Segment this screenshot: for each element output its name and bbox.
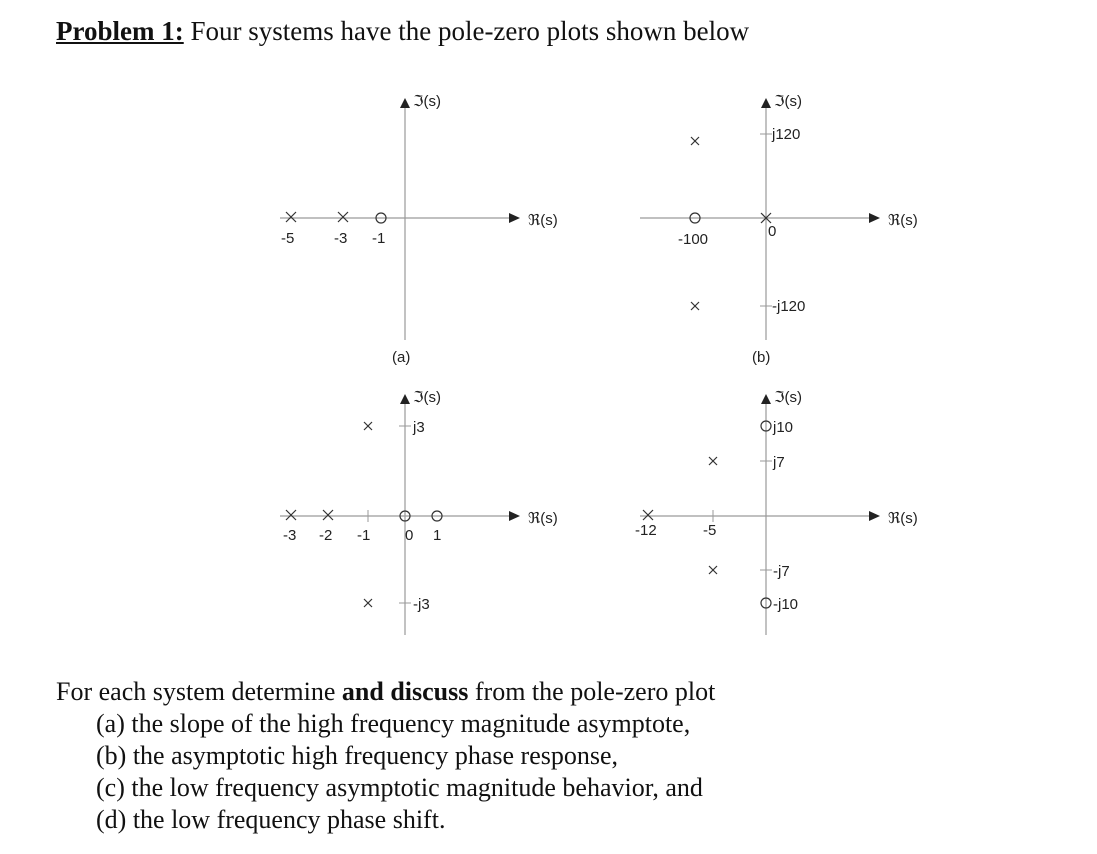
plot-b-real-label: ℜ(s)	[888, 212, 918, 229]
plot-b-imag-label: ℑ(s)	[774, 93, 802, 110]
problem-statement: Four systems have the pole-zero plots shown below	[183, 16, 750, 46]
plot-d-real-arrow-icon	[869, 511, 880, 521]
tick-label: -j120	[772, 298, 806, 315]
plot-c-real-label: ℜ(s)	[528, 510, 558, 527]
plot-b-caption: (b)	[752, 349, 771, 366]
pole-marker	[691, 302, 699, 310]
pole-marker	[364, 422, 372, 430]
pole-marker	[691, 137, 699, 145]
plot-d-real-label: ℜ(s)	[888, 510, 918, 527]
tick-label: -3	[283, 527, 297, 544]
intro-text: For each system determine	[56, 677, 342, 706]
problem-label: Problem 1:	[56, 16, 184, 46]
tick-label: -12	[635, 522, 657, 539]
pole-marker	[643, 510, 653, 520]
tick-label: -1	[372, 230, 386, 247]
list-item: (a) the slope of the high frequency magnitude asymptote,	[96, 709, 691, 738]
tick-label: j10	[773, 419, 794, 436]
pole-marker	[338, 212, 348, 222]
plot-d-imag-arrow-icon	[761, 394, 771, 404]
tick-label: -j3	[413, 596, 430, 613]
plot-b	[640, 93, 918, 366]
plot-c-real-arrow-icon	[509, 511, 520, 521]
tick-label: -j10	[773, 596, 799, 613]
tick-label: 0	[405, 527, 414, 544]
list-item: (d) the low frequency phase shift.	[96, 805, 446, 834]
list-item: (c) the low frequency asymptotic magnitude behavior, and	[96, 773, 703, 802]
tick-label: j3	[413, 419, 425, 436]
plot-c	[280, 389, 558, 635]
intro-text-end: from the pole-zero plot	[468, 677, 716, 706]
plot-c-imag-arrow-icon	[400, 394, 410, 404]
plot-a-caption: (a)	[392, 349, 411, 366]
plot-a-imag-arrow-icon	[400, 98, 410, 108]
tick-label: -1	[357, 527, 371, 544]
instructions-intro	[56, 676, 715, 708]
plot-d	[635, 389, 918, 635]
tick-label: -3	[334, 230, 348, 247]
tick-label: 0	[768, 223, 777, 240]
pole-marker	[709, 457, 717, 465]
pole-marker	[286, 510, 296, 520]
tick-label: j120	[772, 126, 801, 143]
plot-c-imag-label: ℑ(s)	[413, 389, 441, 406]
pole-marker	[709, 566, 717, 574]
tick-label: -100	[678, 231, 709, 248]
plot-b-imag-arrow-icon	[761, 98, 771, 108]
plot-d-imag-label: ℑ(s)	[774, 389, 802, 406]
plot-a-real-arrow-icon	[509, 213, 520, 223]
tick-label: -5	[281, 230, 295, 247]
problem-instructions	[56, 676, 715, 836]
pole-marker	[364, 599, 372, 607]
plot-a	[280, 93, 558, 366]
pole-marker	[286, 212, 296, 222]
tick-label: 1	[433, 527, 442, 544]
tick-label: j7	[773, 454, 785, 471]
pole-marker	[323, 510, 333, 520]
tick-label: -2	[319, 527, 333, 544]
plot-a-imag-label: ℑ(s)	[413, 93, 441, 110]
intro-emphasis: and discuss	[341, 677, 469, 706]
plot-b-real-arrow-icon	[869, 213, 880, 223]
tick-label: -j7	[773, 563, 790, 580]
tick-label: -5	[703, 522, 717, 539]
plot-a-real-label: ℜ(s)	[528, 212, 558, 229]
list-item: (b) the asymptotic high frequency phase response,	[96, 741, 619, 770]
